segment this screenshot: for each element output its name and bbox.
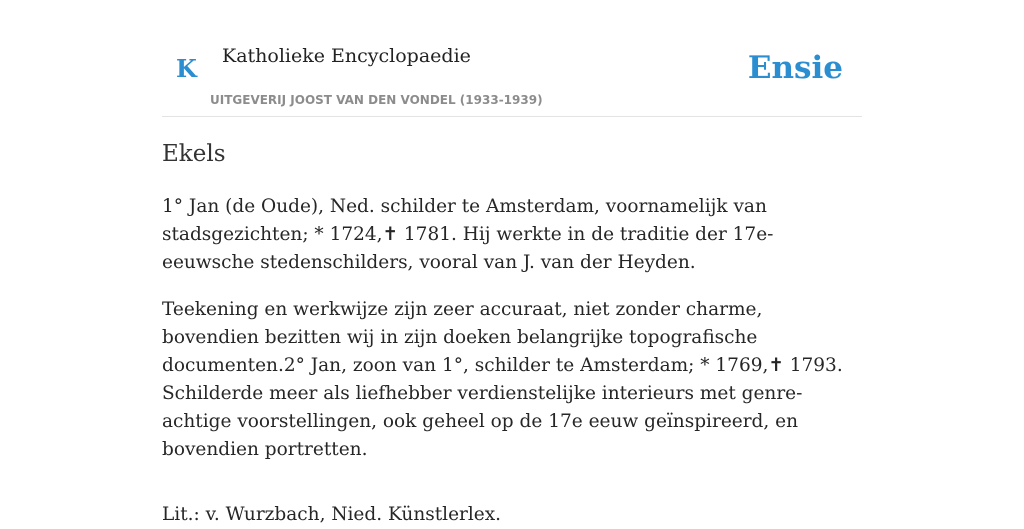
entry-title: Ekels (162, 141, 226, 167)
encyclopedia-logo-icon[interactable]: K (176, 54, 197, 83)
ensie-brand-link[interactable]: Ensie (747, 50, 843, 86)
publisher-label: UITGEVERIJ JOOST VAN DEN VONDEL (1933-1939) (210, 93, 543, 107)
entry-paragraph-2: Teekening en werkwijze zijn zeer accuraat, niet zonder charme, bovendien bezitten wij in zijn doeken belangrijke topografische documenten.2° Jan, zoon van 1°, schilder te Amsterdam; * 1769,✝ 1793. Schilderde meer als liefhebber verdienstelijke interieurs met genre-achtige voorstellingen, ook geheel op de 17e eeuw geïnspireerd, en bovendien portretten. (162, 299, 843, 460)
entry-content (162, 137, 862, 529)
encyclopedia-title: Katholieke Encyclopaedie (222, 45, 471, 67)
entry-paragraph-1: 1° Jan (de Oude), Ned. schilder te Amsterdam, voornamelijk van stadsgezichten; * 1724,✝ 1781. Hij werkte in de traditie der 17e-eeuwsche stedenschilders, vooral van J. van der Heyden. (162, 196, 774, 273)
header (162, 0, 862, 117)
literature-reference: Lit.: v. Wurzbach, Nied. Künstlerlex. (162, 504, 502, 525)
